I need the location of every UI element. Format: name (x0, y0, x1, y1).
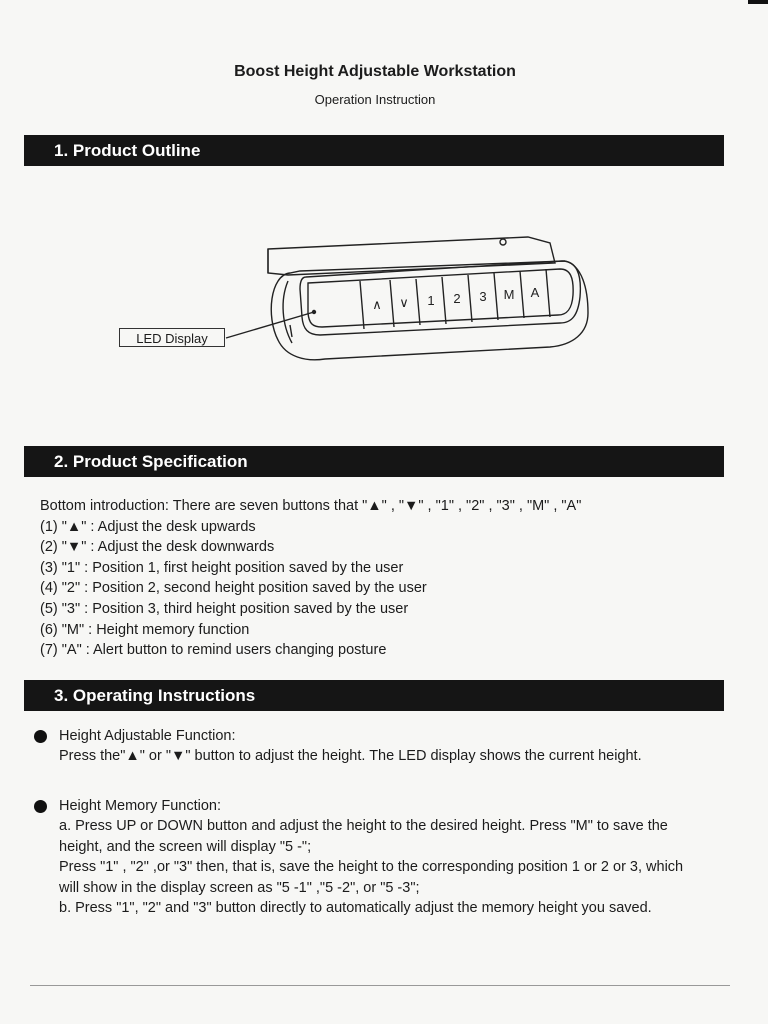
section-heading-specification: 2. Product Specification (24, 446, 724, 477)
instruction-text: Press the"▲" or "▼" button to adjust the height. The LED display shows the current height. (59, 748, 642, 765)
instruction-text: b. Press "1", "2" and "3" button directly to automatically adjust the memory height you saved. (59, 900, 652, 917)
specification-item: (5) "3" : Position 3, third height position saved by the user (40, 600, 409, 617)
bullet-icon (34, 800, 47, 813)
document-subtitle: Operation Instruction (314, 92, 436, 107)
section-heading-outline: 1. Product Outline (24, 135, 724, 166)
instruction-heading: Height Memory Function: (59, 798, 221, 814)
instruction-heading: Height Adjustable Function: (59, 728, 236, 744)
led-indicator (312, 310, 316, 314)
instruction-text: Press "1" , "2" ,or "3" then, that is, save the height to the corresponding position 1 or 2 or 3, which will show in the display screen as "5 -1" ,"5 -2", or "5 -3"; (59, 859, 684, 896)
specification-item: (4) "2" : Position 2, second height position saved by the user (40, 580, 427, 597)
instruction-height-memory (34, 796, 704, 918)
specification-item: (3) "1" : Position 1, first height position saved by the user (40, 559, 404, 576)
specification-item: (1) "▲" : Adjust the desk upwards (40, 518, 256, 535)
instruction-text: a. Press UP or DOWN button and adjust the height to the desired height. Press "M" to save the height, and the screen will display "5 -"; (59, 818, 668, 855)
instruction-height-adjust (34, 726, 704, 767)
button-3-glyph: 3 (479, 289, 487, 304)
specification-item: (2) "▼" : Adjust the desk downwards (40, 539, 275, 556)
specification-item: (7) "A" : Alert button to remind users changing posture (40, 642, 387, 659)
button-up-glyph: ∧ (372, 297, 382, 312)
specification-item: (6) "M" : Height memory function (40, 621, 250, 638)
callout-leader (226, 312, 314, 338)
control-panel-illustration (110, 225, 610, 375)
button-m-glyph: M (503, 287, 515, 302)
page-bottom-rule (30, 985, 730, 986)
led-display-callout: LED Display (119, 328, 225, 347)
button-1-glyph: 1 (427, 293, 435, 308)
scan-corner-mark (748, 0, 768, 4)
button-a-glyph: A (530, 285, 540, 300)
specification-list (40, 496, 720, 661)
button-2-glyph: 2 (453, 291, 461, 306)
specification-intro: Bottom introduction: There are seven buttons that "▲" , "▼" , "1" , "2" , "3" , "M" , "A" (40, 498, 582, 514)
section-heading-operating: 3. Operating Instructions (24, 680, 724, 711)
button-down-glyph: ∨ (399, 295, 409, 310)
bracket-screw-hole (500, 239, 506, 245)
mounting-bracket (268, 237, 555, 275)
document-title: Boost Height Adjustable Workstation (234, 63, 516, 80)
bullet-icon (34, 730, 47, 743)
